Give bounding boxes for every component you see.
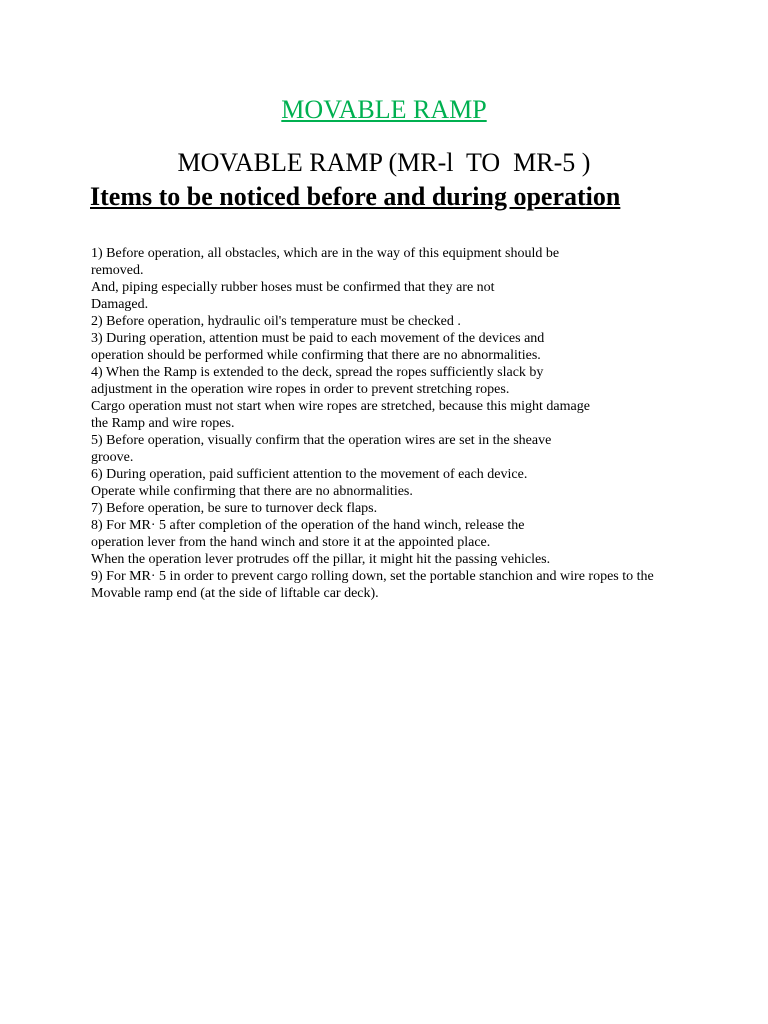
instruction-line: 2) Before operation, hydraulic oil's temperature must be checked .: [91, 314, 461, 329]
instruction-line: 1) Before operation, all obstacles, which are in the way of this equipment should be: [91, 246, 560, 261]
section-heading: Items to be noticed before and during operation: [90, 182, 621, 211]
instruction-line: 3) During operation, attention must be paid to each movement of the devices and: [91, 331, 545, 346]
instruction-line: operation lever from the hand winch and store it at the appointed place.: [91, 535, 491, 550]
instruction-line: Operate while confirming that there are no abnormalities.: [91, 484, 413, 499]
instruction-line: 9) For MR· 5 in order to prevent cargo rolling down, set the portable stanchion and wire ropes to the: [91, 569, 654, 584]
instruction-line: And, piping especially rubber hoses must be confirmed that they are not: [91, 280, 495, 295]
document-title: MOVABLE RAMP: [281, 95, 487, 124]
instruction-line: the Ramp and wire ropes.: [91, 416, 235, 431]
instruction-line: Damaged.: [91, 297, 149, 312]
instruction-line: removed.: [91, 263, 144, 278]
instruction-line: 6) During operation, paid sufficient attention to the movement of each device.: [91, 467, 528, 482]
instruction-line: Cargo operation must not start when wire ropes are stretched, because this might damage: [91, 399, 590, 414]
instruction-line: operation should be performed while confirming that there are no abnormalities.: [91, 348, 541, 363]
instruction-line: 5) Before operation, visually confirm that the operation wires are set in the sheave: [91, 433, 552, 448]
instruction-line: 7) Before operation, be sure to turnover deck flaps.: [91, 501, 378, 516]
instructions-body: [91, 245, 731, 602]
instruction-line: 4) When the Ramp is extended to the deck, spread the ropes sufficiently slack by: [91, 365, 544, 380]
instruction-line: Movable ramp end (at the side of liftable car deck).: [91, 586, 379, 601]
instruction-line: When the operation lever protrudes off the pillar, it might hit the passing vehicles.: [91, 552, 551, 567]
instruction-line: 8) For MR· 5 after completion of the operation of the hand winch, release the: [91, 518, 525, 533]
document-subtitle: MOVABLE RAMP (MR-l TO MR-5 ): [177, 148, 591, 177]
instruction-line: groove.: [91, 450, 134, 465]
instruction-line: adjustment in the operation wire ropes in order to prevent stretching ropes.: [91, 382, 510, 397]
